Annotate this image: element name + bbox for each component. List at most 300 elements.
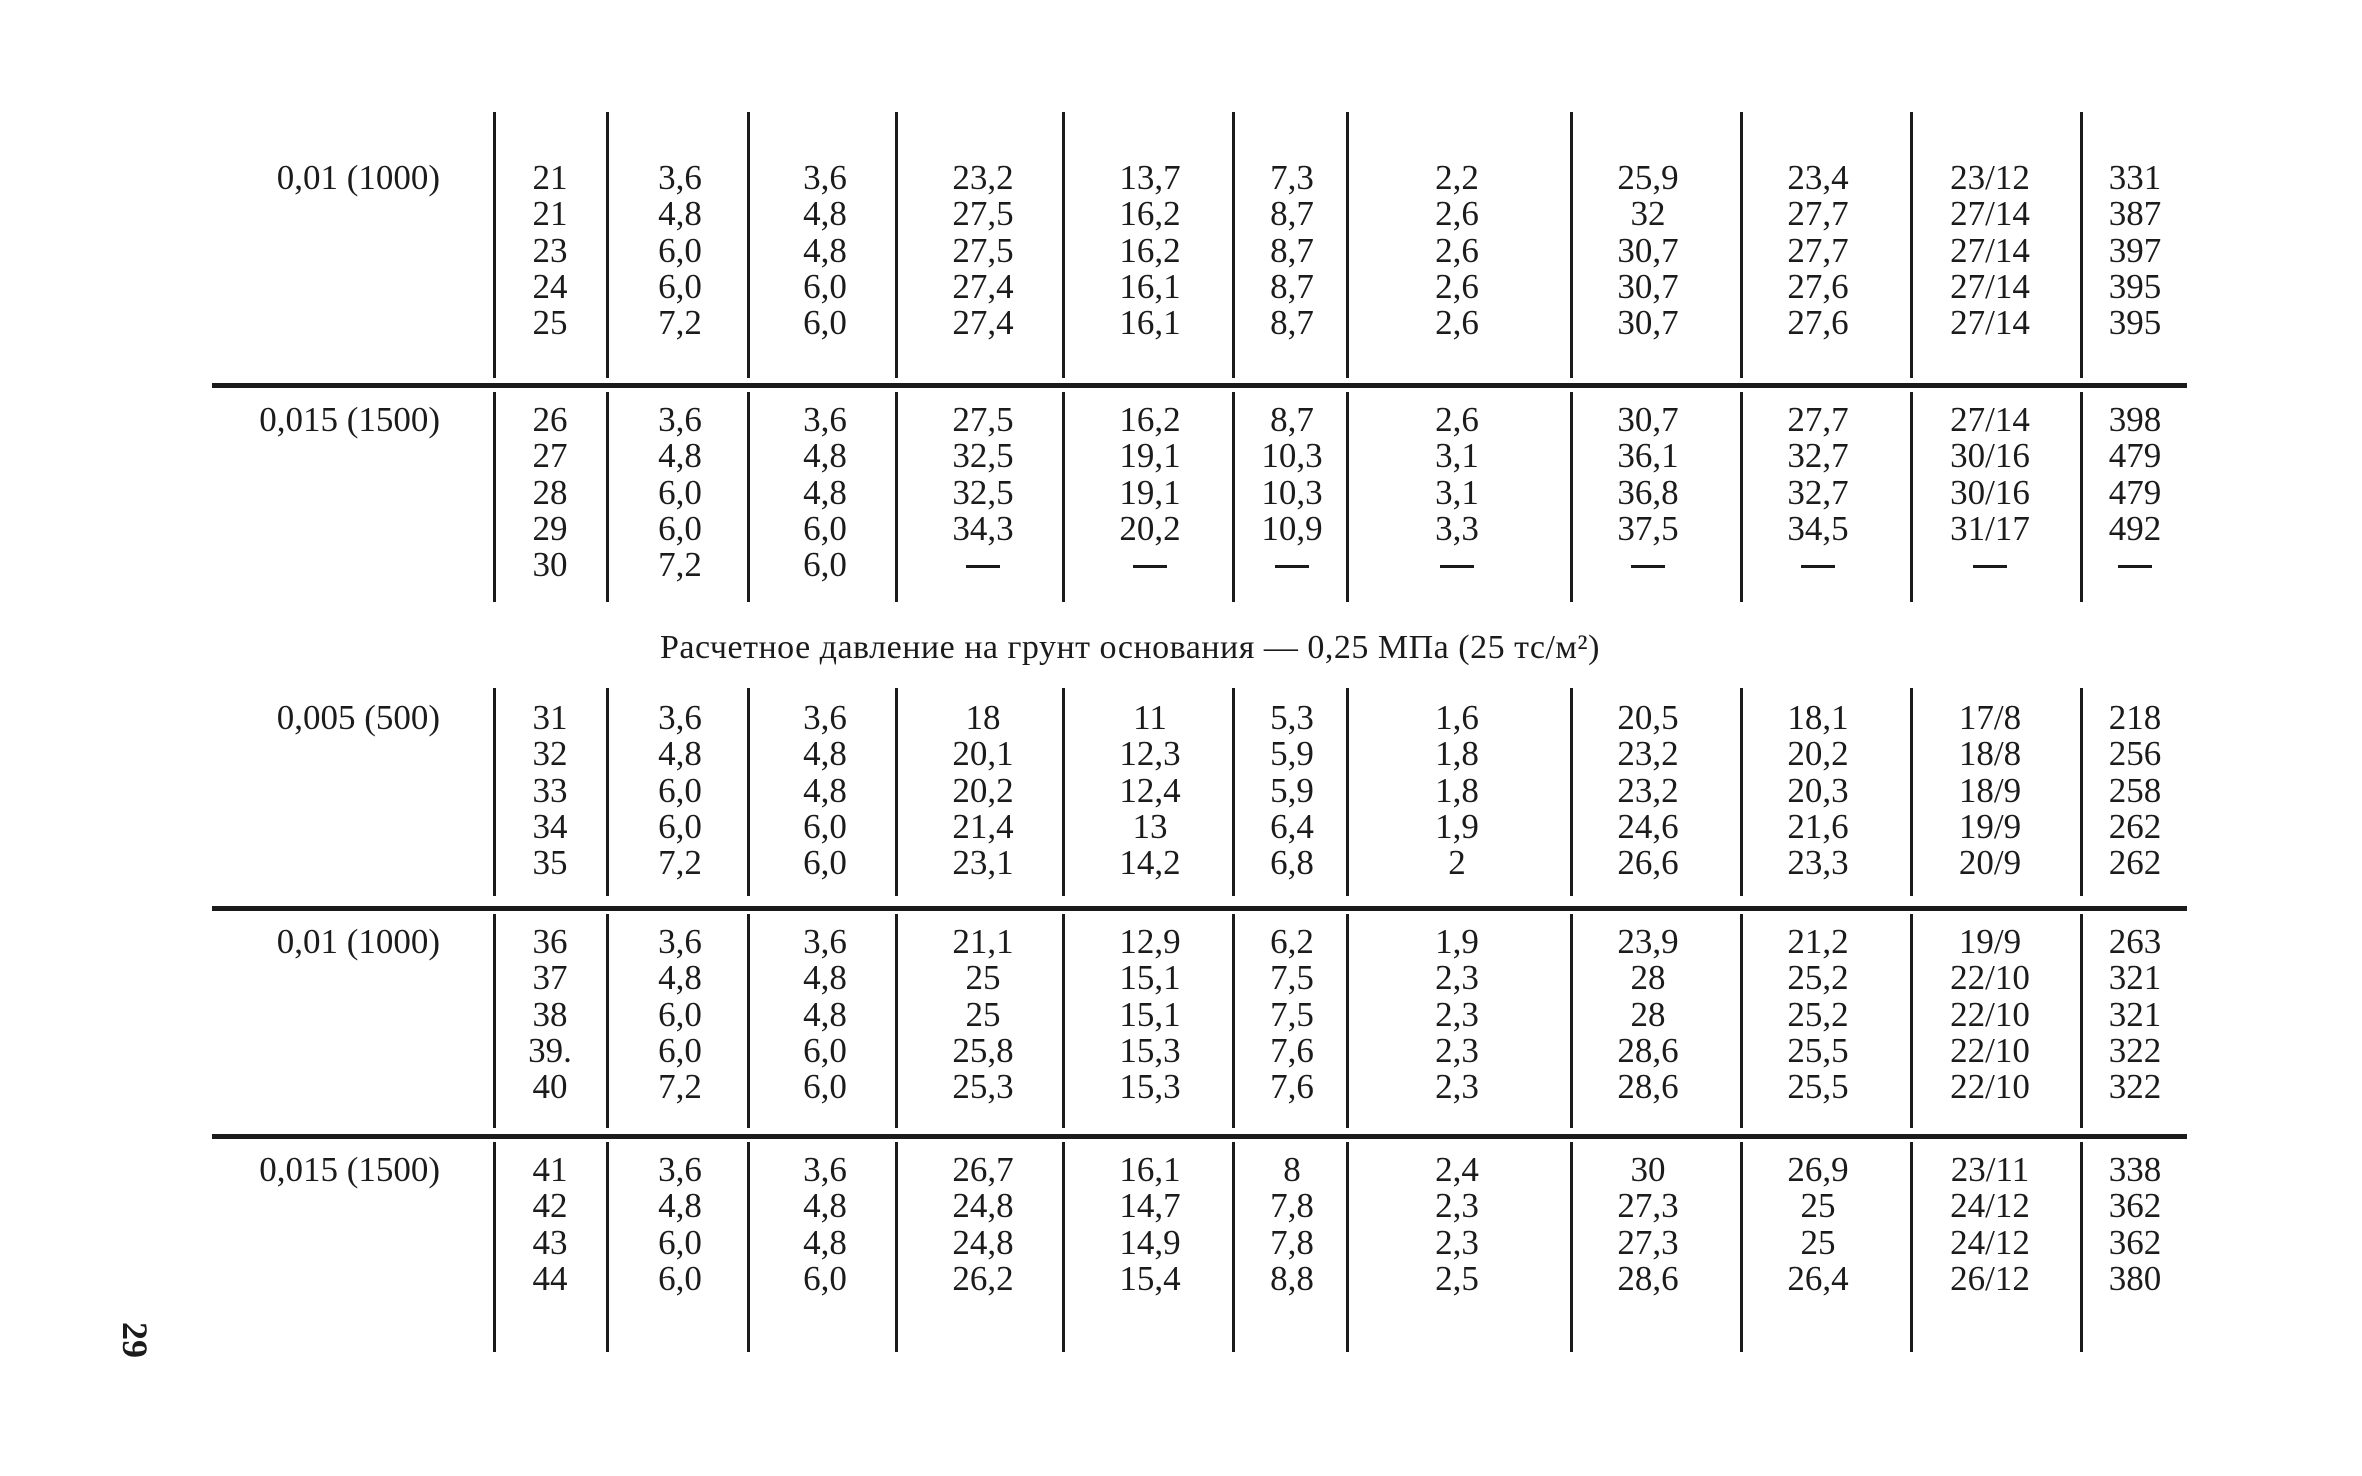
table-cell: 31 (532, 698, 568, 737)
table-cell: 395 (2108, 303, 2162, 343)
table-cell: 25,9 (1617, 158, 1679, 197)
table-cell: 27,7 (1787, 230, 1849, 270)
column-separator (1346, 1142, 1349, 1352)
table-cell: 34 (532, 806, 568, 846)
table-cell: 8,7 (1270, 303, 1314, 343)
table-cell: 12,4 (1119, 770, 1181, 810)
table-cell: 21,1 (952, 922, 1014, 961)
table-cell: 14,9 (1119, 1222, 1181, 1262)
column-separator (606, 1142, 609, 1352)
table-cell: 25,5 (1787, 1067, 1849, 1107)
column-separator (1740, 688, 1743, 896)
table-cell: 25,2 (1787, 994, 1849, 1034)
table-cell: 32,5 (952, 436, 1014, 476)
column-separator (493, 1142, 496, 1352)
table-cell: 28,6 (1617, 1067, 1679, 1107)
table-cell: 4,8 (803, 958, 847, 998)
table-cell: 362 (2108, 1186, 2162, 1226)
column-separator (493, 688, 496, 896)
table-cell: 12,9 (1119, 922, 1181, 961)
table-cell: 4,8 (803, 1186, 847, 1226)
table-cell: 24 (532, 266, 568, 306)
horizontal-rule (212, 906, 2187, 911)
table-cell: 321 (2108, 958, 2162, 998)
table-cell: 4,8 (803, 734, 847, 774)
column-separator (2080, 688, 2083, 896)
table-cell: 331 (2108, 158, 2162, 197)
table-cell: 27/14 (1950, 194, 2030, 234)
table-cell: 5,3 (1270, 698, 1314, 737)
table-cell: 18/8 (1958, 734, 2022, 774)
table-cell: 8,7 (1270, 266, 1314, 306)
column-separator (1570, 914, 1573, 1128)
table-cell: 6,0 (658, 806, 702, 846)
table-cell: 3,6 (658, 158, 702, 197)
table-cell: 26,7 (952, 1150, 1014, 1189)
table-cell: 4,8 (803, 472, 847, 512)
column-separator (1910, 112, 1913, 378)
table-cell: 22/10 (1950, 1030, 2030, 1070)
table-cell: 29 (532, 508, 568, 548)
table-cell: 3,6 (803, 922, 847, 961)
table-cell: 27/14 (1950, 266, 2030, 306)
column-separator (1062, 688, 1065, 896)
table-cell: 8,7 (1270, 230, 1314, 270)
table-cell: 36,1 (1617, 436, 1679, 476)
table-cell: 10,3 (1261, 436, 1323, 476)
table-cell: 2,2 (1435, 158, 1479, 197)
table-cell: 26,6 (1617, 843, 1679, 883)
table-cell: 25 (965, 958, 1001, 998)
table-cell: 39. (528, 1030, 572, 1070)
table-cell: 15,3 (1119, 1067, 1181, 1107)
column-separator (2080, 112, 2083, 378)
table-cell: 41 (532, 1150, 568, 1189)
table-cell: 28 (1630, 958, 1666, 998)
table-cell: 2,3 (1435, 1030, 1479, 1070)
table-cell: 387 (2108, 194, 2162, 234)
table-cell: 27,3 (1617, 1186, 1679, 1226)
table-cell: 322 (2108, 1030, 2162, 1070)
table-cell: 6,0 (803, 843, 847, 883)
table-cell: 25,8 (952, 1030, 1014, 1070)
table-cell: 26 (532, 400, 568, 439)
table-cell: 24/12 (1950, 1186, 2030, 1226)
table-cell: 6,4 (1270, 806, 1314, 846)
table-cell: 338 (2108, 1150, 2162, 1189)
table-cell: 2,6 (1435, 194, 1479, 234)
empty-value-dash (1440, 565, 1474, 568)
column-separator (1740, 392, 1743, 602)
table-cell: 6,0 (658, 1258, 702, 1298)
table-cell: 7,6 (1270, 1067, 1314, 1107)
column-separator (1740, 112, 1743, 378)
table-cell: 6,0 (658, 770, 702, 810)
table-cell: 30,7 (1617, 266, 1679, 306)
table-cell: 27,5 (952, 400, 1014, 439)
column-separator (1910, 688, 1913, 896)
table-cell: 3,3 (1435, 508, 1479, 548)
table-cell: 20/9 (1958, 843, 2022, 883)
block-label: 0,01 (1000) (276, 158, 440, 197)
column-separator (2080, 392, 2083, 602)
table-cell: 20,2 (1119, 508, 1181, 548)
table-cell: 6,0 (658, 1030, 702, 1070)
column-separator (1570, 112, 1573, 378)
empty-value-dash (1973, 565, 2007, 568)
column-separator (1910, 392, 1913, 602)
table-cell: 380 (2108, 1258, 2162, 1298)
table-cell: 23,2 (1617, 770, 1679, 810)
table-cell: 27,4 (952, 303, 1014, 343)
table-cell: 28 (1630, 994, 1666, 1034)
table-cell: 23,1 (952, 843, 1014, 883)
block-label: 0,015 (1500) (259, 400, 440, 439)
column-separator (1062, 1142, 1065, 1352)
column-separator (1570, 392, 1573, 602)
column-separator (1232, 914, 1235, 1128)
table-cell: 21,2 (1787, 922, 1849, 961)
table-cell: 27/14 (1950, 400, 2030, 439)
table-cell: 4,8 (803, 994, 847, 1034)
table-cell: 14,7 (1119, 1186, 1181, 1226)
table-cell: 24/12 (1950, 1222, 2030, 1262)
empty-value-dash (1801, 565, 1835, 568)
table-cell: 2,4 (1435, 1150, 1479, 1189)
table-cell: 4,8 (803, 1222, 847, 1262)
table-cell: 23/12 (1950, 158, 2030, 197)
column-separator (1346, 914, 1349, 1128)
table-cell: 5,9 (1270, 770, 1314, 810)
table-cell: 3,6 (658, 400, 702, 439)
table-cell: 3,6 (658, 922, 702, 961)
table-cell: 2,6 (1435, 266, 1479, 306)
table-cell: 8,8 (1270, 1258, 1314, 1298)
table-cell: 16,2 (1119, 400, 1181, 439)
table-cell: 25 (965, 994, 1001, 1034)
table-cell: 23,2 (1617, 734, 1679, 774)
table-cell: 43 (532, 1222, 568, 1262)
column-separator (606, 112, 609, 378)
table-cell: 37,5 (1617, 508, 1679, 548)
table-cell: 38 (532, 994, 568, 1034)
table-cell: 2,3 (1435, 1222, 1479, 1262)
table-cell: 27,5 (952, 230, 1014, 270)
table-cell: 25,5 (1787, 1030, 1849, 1070)
table-cell: 2,3 (1435, 994, 1479, 1034)
table-cell: 34,5 (1787, 508, 1849, 548)
table-cell: 28,6 (1617, 1258, 1679, 1298)
table-cell: 7,2 (658, 1067, 702, 1107)
table-cell: 22/10 (1950, 958, 2030, 998)
table-cell: 23,2 (952, 158, 1014, 197)
table-cell: 17/8 (1958, 698, 2022, 737)
table-cell: 32 (532, 734, 568, 774)
table-cell: 35 (532, 843, 568, 883)
block-label: 0,005 (500) (276, 698, 440, 737)
table-cell: 21,4 (952, 806, 1014, 846)
table-cell: 6,0 (658, 994, 702, 1034)
table-cell: 7,5 (1270, 994, 1314, 1034)
table-cell: 19/9 (1958, 806, 2022, 846)
table-cell: 23,3 (1787, 843, 1849, 883)
table-cell: 36 (532, 922, 568, 961)
table-cell: 7,3 (1270, 158, 1314, 197)
table-cell: 27,7 (1787, 400, 1849, 439)
table-cell: 3,6 (803, 400, 847, 439)
table-cell: 7,2 (658, 843, 702, 883)
table-cell: 18/9 (1958, 770, 2022, 810)
table-cell: 4,8 (658, 1186, 702, 1226)
table-cell: 30,7 (1617, 303, 1679, 343)
column-separator (1062, 914, 1065, 1128)
table-cell: 3,1 (1435, 472, 1479, 512)
table-cell: 16,2 (1119, 230, 1181, 270)
table-cell: 6,0 (658, 508, 702, 548)
table-cell: 24,8 (952, 1222, 1014, 1262)
table-cell: 30 (1630, 1150, 1666, 1189)
table-cell: 20,5 (1617, 698, 1679, 737)
column-separator (1740, 1142, 1743, 1352)
table-cell: 479 (2108, 436, 2162, 476)
table-cell: 10,9 (1261, 508, 1323, 548)
table-cell: 3,6 (803, 158, 847, 197)
table-cell: 6,0 (803, 266, 847, 306)
column-separator (747, 112, 750, 378)
table-cell: 27,7 (1787, 194, 1849, 234)
column-separator (1570, 1142, 1573, 1352)
table-cell: 20,3 (1787, 770, 1849, 810)
table-cell: 14,2 (1119, 843, 1181, 883)
table-cell: 479 (2108, 472, 2162, 512)
block-label: 0,015 (1500) (259, 1150, 440, 1189)
table-cell: 21 (532, 194, 568, 234)
column-separator (1570, 688, 1573, 896)
column-separator (2080, 914, 2083, 1128)
table-cell: 4,8 (803, 770, 847, 810)
table-cell: 8,7 (1270, 194, 1314, 234)
table-cell: 16,2 (1119, 194, 1181, 234)
table-cell: 218 (2108, 698, 2162, 737)
table-cell: 3,6 (803, 698, 847, 737)
table-cell: 6,0 (803, 806, 847, 846)
table-cell: 15,1 (1119, 958, 1181, 998)
table-cell: 8 (1283, 1150, 1301, 1189)
table-cell: 20,2 (1787, 734, 1849, 774)
table-cell: 2,3 (1435, 958, 1479, 998)
column-separator (493, 112, 496, 378)
table-cell: 37 (532, 958, 568, 998)
column-separator (1232, 688, 1235, 896)
column-separator (1346, 688, 1349, 896)
table-cell: 2,6 (1435, 303, 1479, 343)
empty-value-dash (2118, 565, 2152, 568)
table-cell: 30/16 (1950, 472, 2030, 512)
table-cell: 26,9 (1787, 1150, 1849, 1189)
table-cell: 321 (2108, 994, 2162, 1034)
table-cell: 6,0 (803, 545, 847, 585)
table-cell: 2,3 (1435, 1186, 1479, 1226)
table-cell: 263 (2108, 922, 2162, 961)
table-cell: 6,0 (803, 1030, 847, 1070)
table-cell: 262 (2108, 806, 2162, 846)
table-cell: 27 (532, 436, 568, 476)
table-cell: 6,0 (803, 508, 847, 548)
column-separator (747, 392, 750, 602)
column-separator (1910, 914, 1913, 1128)
table-cell: 397 (2108, 230, 2162, 270)
table-cell: 25,3 (952, 1067, 1014, 1107)
table-cell: 42 (532, 1186, 568, 1226)
table-cell: 4,8 (803, 230, 847, 270)
table-cell: 2,3 (1435, 1067, 1479, 1107)
table-cell: 27,6 (1787, 266, 1849, 306)
table-cell: 7,8 (1270, 1222, 1314, 1262)
table-cell: 23 (532, 230, 568, 270)
table-cell: 31/17 (1950, 508, 2030, 548)
table-cell: 6,0 (803, 1067, 847, 1107)
column-separator (606, 914, 609, 1128)
table-cell: 33 (532, 770, 568, 810)
table-cell: 16,1 (1119, 303, 1181, 343)
block-label: 0,01 (1000) (276, 922, 440, 961)
table-cell: 24,6 (1617, 806, 1679, 846)
table-cell: 395 (2108, 266, 2162, 306)
table-cell: 262 (2108, 843, 2162, 883)
column-separator (747, 1142, 750, 1352)
table-cell: 34,3 (952, 508, 1014, 548)
horizontal-rule (212, 1134, 2187, 1139)
table-cell: 256 (2108, 734, 2162, 774)
table-cell: 27,5 (952, 194, 1014, 234)
table-cell: 13,7 (1119, 158, 1181, 197)
table-cell: 25,2 (1787, 958, 1849, 998)
table-cell: 22/10 (1950, 1067, 2030, 1107)
table-cell: 3,6 (803, 1150, 847, 1189)
table-cell: 32,5 (952, 472, 1014, 512)
table-cell: 492 (2108, 508, 2162, 548)
empty-value-dash (1133, 565, 1167, 568)
table-cell: 16,1 (1119, 266, 1181, 306)
table-cell: 32,7 (1787, 436, 1849, 476)
table-cell: 13 (1132, 806, 1168, 846)
table-cell: 6,0 (803, 303, 847, 343)
table-cell: 7,5 (1270, 958, 1314, 998)
table-cell: 24,8 (952, 1186, 1014, 1226)
column-separator (1232, 112, 1235, 378)
table-cell: 20,1 (952, 734, 1014, 774)
table-cell: 4,8 (803, 436, 847, 476)
table-cell: 6,2 (1270, 922, 1314, 961)
table-cell: 4,8 (803, 194, 847, 234)
column-separator (1062, 392, 1065, 602)
table-cell: 6,0 (658, 472, 702, 512)
table-cell: 16,1 (1119, 1150, 1181, 1189)
table-cell: 36,8 (1617, 472, 1679, 512)
column-separator (493, 914, 496, 1128)
column-separator (747, 914, 750, 1128)
table-cell: 4,8 (658, 734, 702, 774)
table-cell: 7,2 (658, 303, 702, 343)
column-separator (895, 1142, 898, 1352)
column-separator (1346, 392, 1349, 602)
table-cell: 1,9 (1435, 806, 1479, 846)
table-cell: 22/10 (1950, 994, 2030, 1034)
column-separator (1232, 392, 1235, 602)
table-cell: 32 (1630, 194, 1666, 234)
table-cell: 32,7 (1787, 472, 1849, 512)
table-cell: 1,9 (1435, 922, 1479, 961)
table-cell: 4,8 (658, 436, 702, 476)
column-separator (895, 688, 898, 896)
table-cell: 26,2 (952, 1258, 1014, 1298)
table-cell: 12,3 (1119, 734, 1181, 774)
table-cell: 15,4 (1119, 1258, 1181, 1298)
table-cell: 27,3 (1617, 1222, 1679, 1262)
table-cell: 6,8 (1270, 843, 1314, 883)
table-cell: 19,1 (1119, 436, 1181, 476)
table-cell: 2 (1448, 843, 1466, 883)
table-cell: 5,9 (1270, 734, 1314, 774)
horizontal-rule (212, 383, 2187, 388)
table-cell: 2,5 (1435, 1258, 1479, 1298)
table-cell: 23,4 (1787, 158, 1849, 197)
table-cell: 23/11 (1950, 1150, 2030, 1189)
table-section-caption: Расчетное давление на грунт основания — 0,25 МПа (25 тс/м²) (660, 629, 1600, 666)
table-cell: 27/14 (1950, 303, 2030, 343)
empty-value-dash (1275, 565, 1309, 568)
table-cell: 25 (1800, 1222, 1836, 1262)
table-cell: 30/16 (1950, 436, 2030, 476)
table-cell: 2,6 (1435, 230, 1479, 270)
column-separator (493, 392, 496, 602)
table-cell: 30,7 (1617, 230, 1679, 270)
column-separator (1062, 112, 1065, 378)
table-cell: 20,2 (952, 770, 1014, 810)
table-cell: 3,1 (1435, 436, 1479, 476)
table-cell: 1,6 (1435, 698, 1479, 737)
table-cell: 6,0 (658, 1222, 702, 1262)
table-cell: 44 (532, 1258, 568, 1298)
column-separator (606, 392, 609, 602)
table-cell: 8,7 (1270, 400, 1314, 439)
table-cell: 6,0 (658, 266, 702, 306)
table-cell: 7,8 (1270, 1186, 1314, 1226)
empty-value-dash (966, 565, 1000, 568)
table-cell: 30 (532, 545, 568, 585)
column-separator (895, 112, 898, 378)
table-cell: 3,6 (658, 1150, 702, 1189)
column-separator (895, 914, 898, 1128)
table-cell: 27,4 (952, 266, 1014, 306)
table-cell: 26/12 (1950, 1258, 2030, 1298)
column-separator (895, 392, 898, 602)
table-cell: 322 (2108, 1067, 2162, 1107)
table-cell: 10,3 (1261, 472, 1323, 512)
table-cell: 4,8 (658, 958, 702, 998)
page-number: 29 (115, 1322, 155, 1358)
table-cell: 2,6 (1435, 400, 1479, 439)
column-separator (1346, 112, 1349, 378)
column-separator (1232, 1142, 1235, 1352)
table-cell: 6,0 (803, 1258, 847, 1298)
table-cell: 1,8 (1435, 734, 1479, 774)
column-separator (1910, 1142, 1913, 1352)
table-cell: 15,3 (1119, 1030, 1181, 1070)
column-separator (2080, 1142, 2083, 1352)
table-cell: 1,8 (1435, 770, 1479, 810)
table-cell: 28 (532, 472, 568, 512)
